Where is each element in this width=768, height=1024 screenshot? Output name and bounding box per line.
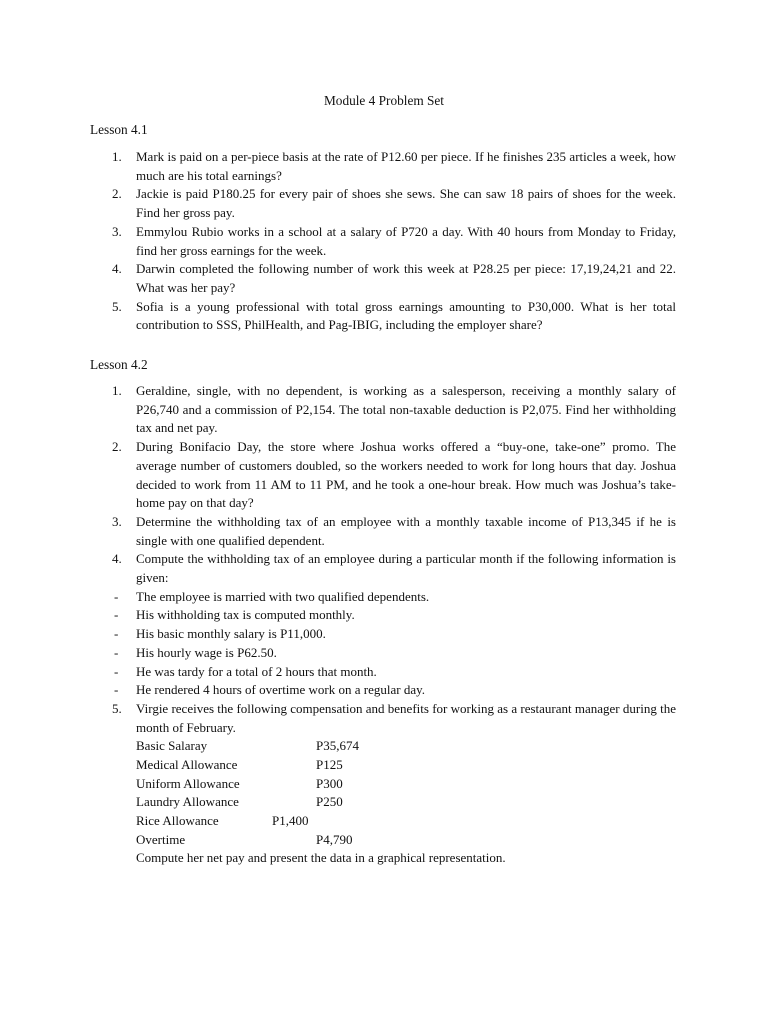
bullet-text: His withholding tax is computed monthly. — [136, 607, 355, 623]
lesson-4-1-problem-list — [90, 148, 676, 335]
problem-number: 3. — [112, 513, 122, 529]
problem-text: Emmylou Rubio works in a school at a salary of P720 a day. With 40 hours from Monday to Friday, find her gross earnings for the week. — [136, 223, 676, 258]
problem-4-bullet-list — [114, 588, 676, 700]
problem-number: 5. — [112, 298, 122, 314]
list-item — [90, 438, 676, 513]
problem-number: 4. — [112, 261, 122, 277]
compensation-value: P1,400 — [272, 813, 309, 829]
problem-text: During Bonifacio Day, the store where Joshua works offered a “buy-one, take-one” promo. The average number of customers doubled, so the workers needed to work for long hours that day. Joshua decided to work from 11 AM to 11 PM, and he took a one-hour break. How much was Joshua’s take-home pay on that day? — [136, 439, 676, 511]
bullet-item — [114, 663, 676, 682]
compensation-label: Overtime — [136, 831, 186, 847]
compensation-value: P4,790 — [316, 831, 353, 847]
bullet-item — [114, 644, 676, 663]
lesson-4-2-heading: Lesson 4.2 — [90, 357, 148, 372]
lesson-4-1-heading: Lesson 4.1 — [90, 122, 148, 137]
dash-marker: - — [114, 588, 119, 604]
problem-text: Mark is paid on a per-piece basis at the rate of P12.60 per piece. If he finishes 235 articles a week, how much are his total earnings? — [136, 149, 676, 183]
problem-text: Virgie receives the following compensation and benefits for working as a restaurant manager during the month of February. — [136, 700, 676, 735]
dash-marker: - — [114, 682, 119, 698]
problem-number: 1. — [112, 149, 122, 164]
problem-text: Darwin completed the following number of work this week at P28.25 per piece: 17,19,24,21 and 22. What was her pay? — [136, 261, 676, 295]
problem-number: 3. — [112, 223, 122, 239]
list-item — [90, 382, 676, 438]
compensation-label: Uniform Allowance — [136, 775, 240, 791]
bullet-text: He rendered 4 hours of overtime work on a regular day. — [136, 682, 426, 698]
bullet-item — [114, 681, 676, 700]
problem-text: Sofia is a young professional with total gross earnings amounting to P30,000. What is her total contribution to SSS, PhilHealth, and Pag-IBIG, including the employer share? — [136, 298, 676, 333]
list-item — [90, 298, 676, 335]
problem-number: 2. — [112, 439, 122, 455]
compensation-value: P35,674 — [316, 738, 359, 754]
table-row — [136, 831, 676, 850]
compensation-label: Laundry Allowance — [136, 794, 239, 810]
table-row — [136, 737, 676, 756]
problem-number: 4. — [112, 551, 122, 567]
table-row — [136, 756, 676, 775]
bullet-text: He was tardy for a total of 2 hours that month. — [136, 663, 377, 679]
page-title: Module 4 Problem Set — [323, 93, 445, 108]
bullet-text: His hourly wage is P62.50. — [136, 644, 277, 660]
problem-text: Jackie is paid P180.25 for every pair of shoes she sews. She can saw 18 pairs of shoes for the week. Find her gross pay. — [136, 186, 676, 221]
dash-marker: - — [114, 644, 119, 660]
problem-number: 5. — [112, 700, 122, 716]
list-item — [90, 550, 676, 700]
compensation-label: Basic Salaray — [136, 738, 208, 754]
problem-number: 2. — [112, 186, 122, 202]
compensation-table — [136, 737, 676, 849]
table-row — [136, 775, 676, 794]
list-item — [90, 700, 676, 868]
problem-number: 1. — [112, 383, 122, 398]
list-item — [90, 260, 676, 297]
problem-text: Geraldine, single, with no dependent, is working as a salesperson, receiving a monthly salary of P26,740 and a commission of P2,154. The total non-taxable deduction is P2,075. Find her withholding tax and net pay. — [136, 383, 676, 436]
lesson-4-2-problem-list — [90, 382, 676, 868]
dash-marker: - — [114, 663, 119, 679]
problem-text: Determine the withholding tax of an employee with a monthly taxable income of P13,345 if he is single with one qualified dependent. — [136, 513, 676, 548]
table-row — [136, 793, 676, 812]
dash-marker: - — [114, 607, 119, 623]
compensation-value: P125 — [316, 757, 343, 773]
compensation-value: P300 — [316, 775, 343, 791]
problem-5-closing-text: Compute her net pay and present the data in a graphical representation. — [136, 850, 506, 866]
dash-marker: - — [114, 626, 119, 642]
list-item — [90, 513, 676, 550]
table-row — [136, 812, 676, 831]
bullet-item — [114, 606, 676, 625]
compensation-value: P250 — [316, 794, 343, 810]
list-item — [90, 148, 676, 185]
list-item — [90, 223, 676, 260]
bullet-text: His basic monthly salary is P11,000. — [136, 626, 326, 642]
bullet-text: The employee is married with two qualified dependents. — [136, 588, 430, 604]
list-item — [90, 185, 676, 222]
bullet-item — [114, 625, 676, 644]
problem-text: Compute the withholding tax of an employee during a particular month if the following information is given: — [136, 551, 676, 586]
bullet-item — [114, 588, 676, 607]
compensation-label: Rice Allowance — [136, 813, 219, 829]
compensation-label: Medical Allowance — [136, 757, 238, 773]
